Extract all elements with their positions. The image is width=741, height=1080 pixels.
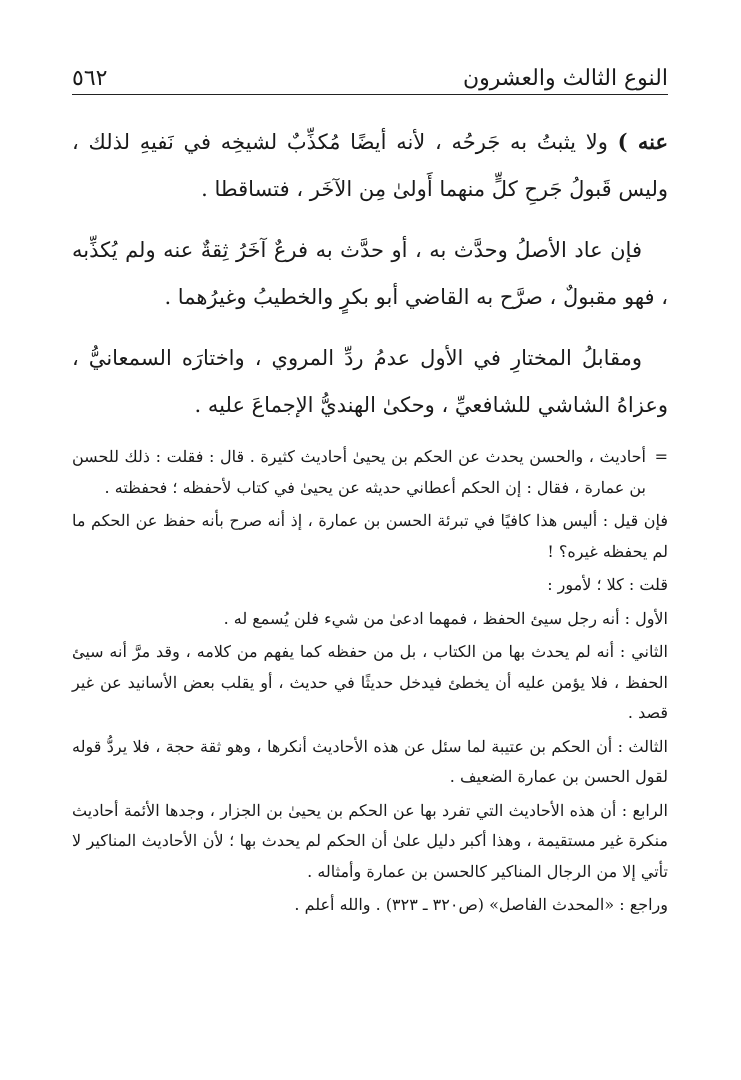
paragraph-text: ولا يثبتُ به جَرحُه ، لأنه أيضًا مُكذِّبٌ لشيخِه في نَفيهِ لذلك ، وليس قَبولُ جَرحِ كلٍّ منهما أَولىٰ مِن الآخَر ، فتساقطا . [72, 130, 668, 201]
footnote-paragraph: الأول : أنه رجل سيئ الحفظ ، فمهما ادعىٰ من شيء فلن يُسمع له . [223, 608, 668, 628]
footnote-paragraph: قلت : كلا ؛ لأمور : [547, 575, 668, 594]
footnote-paragraph: الرابع : أن هذه الأحاديث التي تفرد بها عن الحكم بن يحيىٰ بن الجزار ، وجدها الأئمة أحاديث منكرة غير مستقيمة ، وهذا أكبر دليل علىٰ أن الحكم لم يحدث بها ؛ لأن الأحاديث المناكير لا تأتي إلا من الرجال المناكير كالحسن بن عمارة وأمثاله . [72, 800, 669, 881]
continuation-marker: = [654, 447, 668, 466]
main-paragraph-2: فإن عاد الأصلُ وحدَّث به ، أو حدَّث به فرعٌ آخَرُ ثِقةٌ عنه ولم يُكذِّبه ، فهو مقبولٌ ، صرَّح به القاضي أبو بكرٍ والخطيبُ وغيرُهما . [72, 238, 668, 309]
main-paragraph-1 [72, 118, 668, 213]
footnote-paragraph: الثاني : أنه لم يحدث بها من الكتاب ، بل من حفظه كما يفهم من كلامه ، وقد مرَّ أنه سيئ الحفظ ، فلا يؤمن عليه أن يخطئ فيدخل حديثًا في حديث ، أو يقلب بعض الأسانيد عن غير قصد . [72, 642, 668, 722]
main-text [72, 118, 668, 443]
footnote-paragraph: الثالث : أن الحكم بن عتيبة لما سئل عن هذه الأحاديث أنكرها ، وهو ثقة حجة ، فلا يردُّ قوله لقول الحسن بن عمارة الضعيف . [72, 736, 668, 786]
footnote-paragraph: وراجع : «المحدث الفاصل» (ص٣٢٠ ـ ٣٢٣) . والله أعلم . [294, 895, 668, 914]
main-paragraph-3: ومقابلُ المختارِ في الأول عدمُ ردِّ المروي ، واختارَه السمعانيُّ ، وعزاهُ الشاشي للشافعيِّ ، وحكىٰ الهنديُّ الإجماعَ عليه . [72, 346, 668, 417]
page-number: ٥٦٢ [72, 66, 108, 91]
footnote-continuation [72, 442, 668, 503]
footnote-paragraph: فإن قيل : أليس هذا كافيًا في تبرئة الحسن بن عمارة ، إذ أنه صرح بأنه حفظ عن الحكم ما لم يحفظه غيره؟ ! [72, 511, 668, 561]
footnote-text: أحاديث ، والحسن يحدث عن الحكم بن يحيىٰ أحاديث كثيرة . قال : فقلت : ذلك للحسن بن عمارة ، فقال : إن الحكم أعطاني حديثه عن يحيىٰ في كتاب لأحفظه ؛ فحفظته . [72, 447, 646, 497]
bold-fragment: عنه ) [617, 129, 669, 154]
footnotes [72, 442, 668, 924]
running-header [72, 58, 668, 95]
chapter-title: النوع الثالث والعشرون [463, 66, 668, 91]
